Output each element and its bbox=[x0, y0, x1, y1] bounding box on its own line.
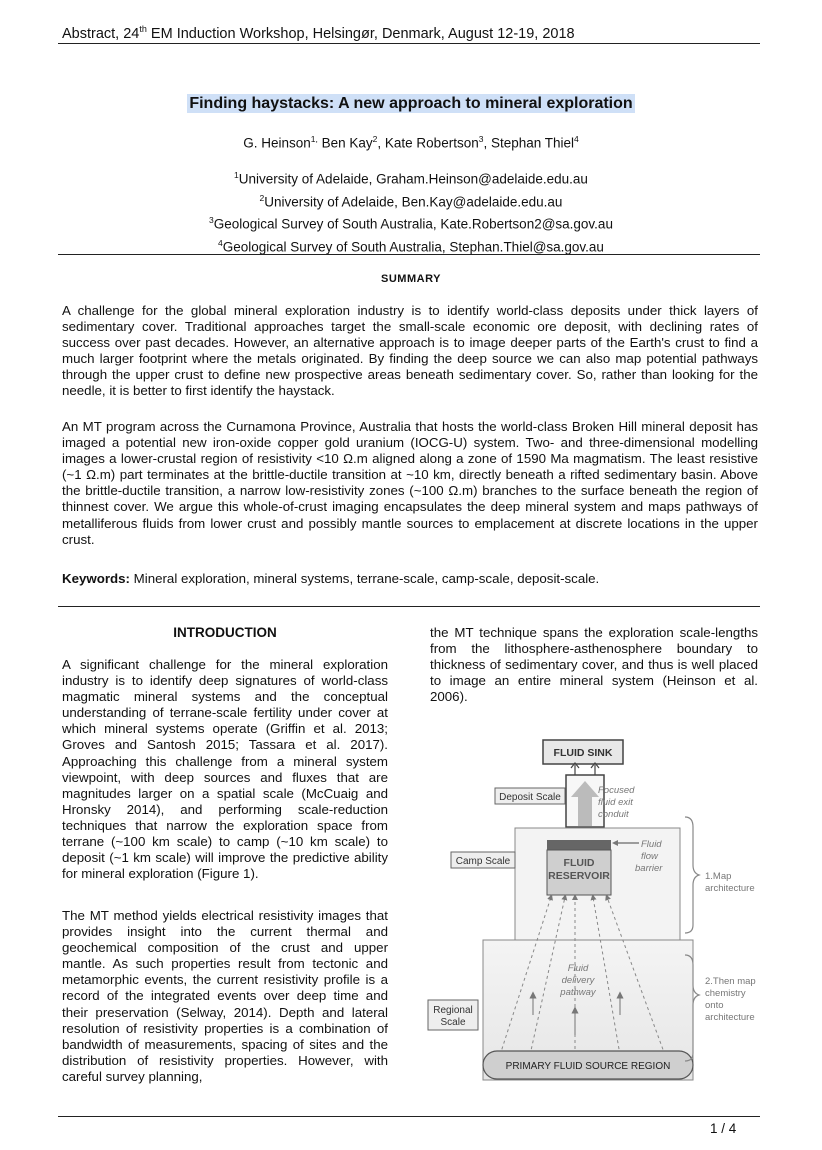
running-header: Abstract, 24th EM Induction Workshop, Helsingør, Denmark, August 12-19, 2018 bbox=[62, 24, 575, 42]
map-architecture-brace bbox=[685, 817, 699, 933]
summary-paragraph-1: A challenge for the global mineral exploration industry is to identify world-class deposits under thick layers of sedimentary cover. Traditional approaches target the small-scale economic ore deposit, with declining rates of success over past decades. However, an alternative approach is to image deeper parts of the Earth's crust to find a much larger footprint where the metals originated. By finding the deep source we can also map potential pathways through the upper crust to define new prospective areas beneath sedimentary cover. So, rather than looking for the needle, it is better to first identify the haystack. bbox=[62, 303, 758, 399]
delivery-label-3: pathway bbox=[560, 987, 596, 998]
sink-arrow-left bbox=[571, 763, 579, 775]
footer-rule bbox=[58, 1116, 760, 1117]
paper-title: Finding haystacks: A new approach to mineral exploration bbox=[189, 95, 633, 112]
sink-arrow-right bbox=[591, 763, 599, 775]
then-map-label-2: chemistry bbox=[705, 988, 746, 999]
affiliation-3: $^3$Geological Survey of South Australia, Kate.Robertson2@sa.gov.au bbox=[209, 215, 613, 232]
map-label-2: architecture bbox=[705, 883, 755, 894]
introduction-paragraph-1: A significant challenge for the mineral exploration industry is to identify deep signatures of world-class magmatic mineral systems and the conceptual understanding of terrane-scale fertility under cover at which mineral systems operate (Griffin et al. 2013; Groves and Santosh 2015; Tassara et al. 2017). Approaching this challenge from a mineral system viewpoint, with deep sources and fluxes that are magnitudes larger on a spatial scale (McCuaig and Hronsky 2014), and performing scale-reduction techniques that narrow the exploration space from terrane (~100 km scale) to camp (~10 km scale) to deposit (~1 km scale) will improve the predictive ability for mineral exploration (Figure 1). bbox=[62, 657, 388, 882]
delivery-label-1: Fluid bbox=[567, 963, 589, 974]
map-label-1: 1.Map bbox=[705, 871, 732, 882]
focused-label-2: fluid exit bbox=[598, 797, 633, 808]
header-rule bbox=[58, 43, 760, 44]
introduction-heading: INTRODUCTION bbox=[173, 625, 277, 640]
keywords-label: Keywords: bbox=[62, 571, 130, 586]
fluid-sink-label: FLUID SINK bbox=[553, 747, 613, 759]
keywords-line bbox=[62, 571, 599, 586]
fluid-reservoir-cap bbox=[547, 840, 611, 850]
mineral-system-diagram bbox=[425, 735, 765, 1085]
then-map-label-1: 2.Then map bbox=[705, 976, 756, 987]
affiliation-1: $^1$University of Adelaide, Graham.Heinson@adelaide.edu.au bbox=[234, 170, 588, 187]
then-map-label-3: onto bbox=[705, 1000, 724, 1011]
section-rule bbox=[58, 606, 760, 607]
deposit-scale-label: Deposit Scale bbox=[499, 792, 561, 803]
section-rule bbox=[58, 254, 760, 255]
primary-source-label: PRIMARY FLUID SOURCE REGION bbox=[505, 1061, 671, 1072]
reservoir-label-1: FLUID bbox=[563, 857, 595, 869]
introduction-paragraph-2: The MT method yields electrical resistivity images that provides insight into the current thermal and geochemical composition of the crust and upper mantle. As such properties result from tectonic and metamorphic events, the current resistivity profile is a record of the integrated events over deep time and their preservation (Selway, 2014). Depth and lateral resolution of resistivity properties is a combination of bandwidth of measurements, spacing of sites and the distribution of resistivity properties. However, with careful survey planning, bbox=[62, 908, 388, 1084]
introduction-paragraph-3: the MT technique spans the exploration scale-lengths from the lithosphere-asthenosphere boundary to thickness of sedimentary cover, and thus is well placed to image an entire mineral system (Heinson et al. 2006). bbox=[430, 625, 758, 705]
affiliation-2: $^2$University of Adelaide, Ben.Kay@adelaide.edu.au bbox=[259, 192, 563, 209]
focused-label-1: Focused bbox=[598, 785, 635, 796]
affiliation-list bbox=[0, 166, 822, 256]
reservoir-label-2: RESERVOIR bbox=[548, 870, 610, 882]
barrier-label-2: flow bbox=[641, 851, 658, 862]
delivery-label-2: delivery bbox=[561, 975, 595, 986]
barrier-label-3: barrier bbox=[635, 863, 663, 874]
then-map-label-4: architecture bbox=[705, 1012, 755, 1023]
summary-paragraph-2: An MT program across the Curnamona Province, Australia that hosts the world-class Broken Hill mineral deposit has imaged a potential new iron-oxide copper gold uranium (IOCG-U) system. Two- and three-dimensional modelling images a lower-crustal region of resistivity <10 Ω.m aligned along a zone of 1590 Ma magmatism. The least resistive (~1 Ω.m) part terminates at the brittle-ductile transition at ~10 km, directly beneath a rifted sedimentary basin. Above the brittle-ductile transition, a narrow low-resistivity zones (~100 Ω.m) branches to the surface beneath the region of thinnest cover. We argue this whole-of-crust imaging encapsulates the deep mineral system and maps pathways of metalliferous fluids from lower crust and possibly mantle sources to emplacement at discrete locations in the upper crust. bbox=[62, 419, 758, 547]
summary-heading: SUMMARY bbox=[381, 273, 441, 285]
regional-label-2: Scale bbox=[440, 1017, 466, 1028]
camp-scale-label: Camp Scale bbox=[455, 856, 511, 867]
page-number: 1 / 4 bbox=[710, 1121, 737, 1136]
affiliation-4: $^4$Geological Survey of South Australia, Stephan.Thiel@sa.gov.au bbox=[218, 237, 604, 254]
keywords-text: Mineral exploration, mineral systems, terrane-scale, camp-scale, deposit-scale. bbox=[129, 571, 600, 586]
focused-label-3: conduit bbox=[598, 809, 629, 820]
regional-label-1: Regional bbox=[433, 1005, 473, 1016]
author-list: G. Heinson$^{1,}$ Ben Kay$^2$, Kate Robertson$^3$, Stephan Thiel$^4$ bbox=[243, 134, 579, 151]
barrier-label-1: Fluid bbox=[641, 839, 662, 850]
